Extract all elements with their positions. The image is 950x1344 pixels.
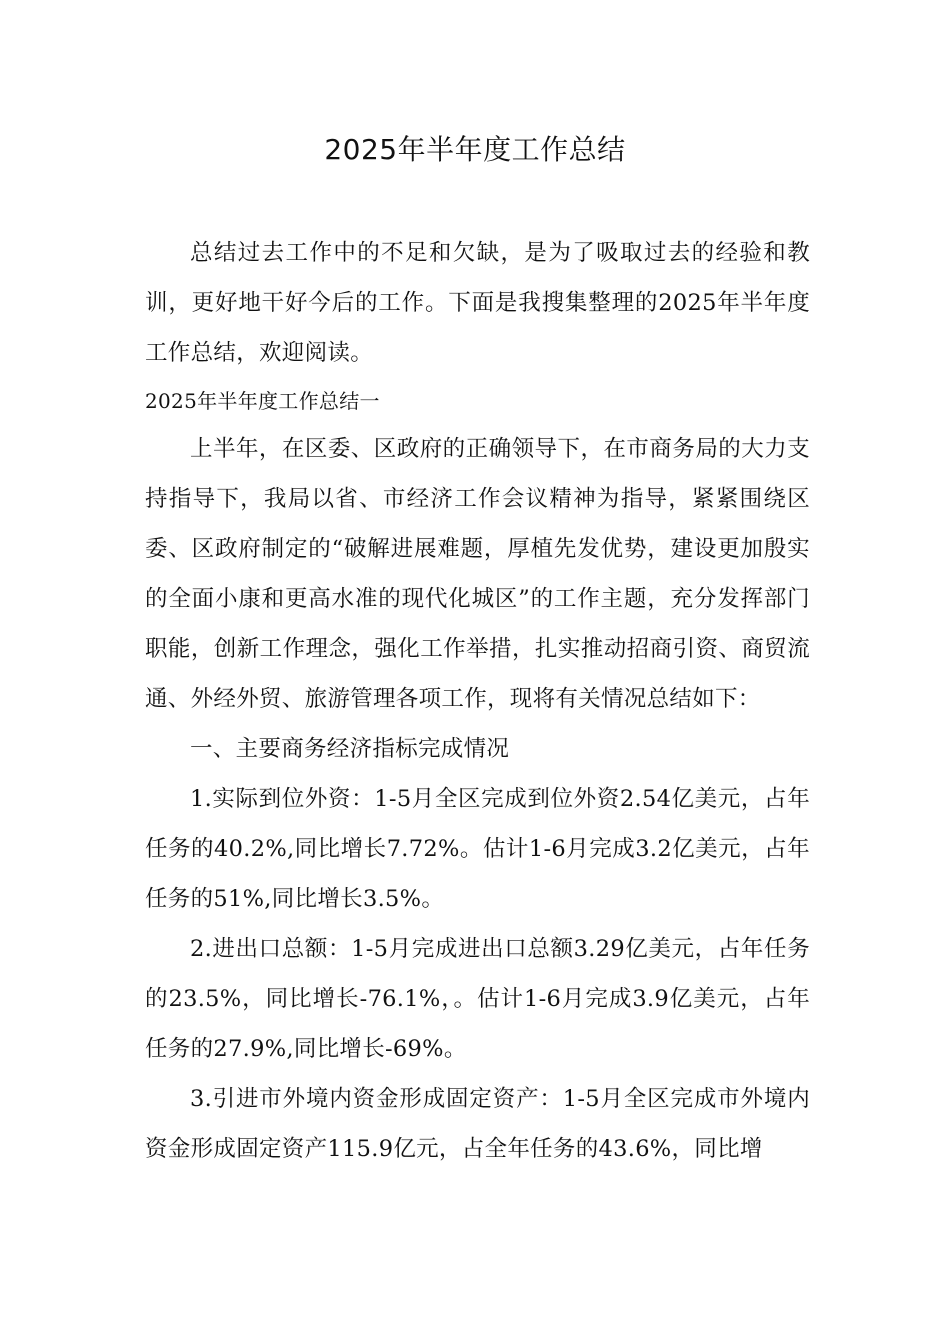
body-paragraph-1: 上半年，在区委、区政府的正确领导下，在市商务局的大力支持指导下，我局以省、市经济工作会议精神为指导，紧紧围绕区委、区政府制定的“破解进展难题，厚植先发优势，建设更加殷实的全面小康和更高水准的现代化城区”的工作主题，充分发挥部门职能，创新工作理念，强化工作举措，扎实推动招商引资、商贸流通、外经外贸、旅游管理各项工作，现将有关情况总结如下： [145,436,810,712]
indicator-item-3: 3.引进市外境内资金形成固定资产：1-5月全区完成市外境内资金形成固定资产115.9亿元，占全年任务的43.6%，同比增 [145,1086,810,1162]
indicator-item-1: 1.实际到位外资：1-5月全区完成到位外资2.54亿美元，占年任务的40.2%,同比增长7.72%。估计1-6月完成3.2亿美元，占年任务的51%,同比增长3.5%。 [145,786,810,912]
section-heading: 2025年半年度工作总结一 [145,389,380,413]
document-title: 2025年半年度工作总结 [324,133,626,166]
document-body [145,228,810,1174]
intro-paragraph: 总结过去工作中的不足和欠缺，是为了吸取过去的经验和教训，更好地干好今后的工作。下面是我搜集整理的2025年半年度工作总结，欢迎阅读。 [145,240,810,366]
indicator-heading: 一、主要商务经济指标完成情况 [190,736,510,762]
indicator-item-2: 2.进出口总额：1-5月完成进出口总额3.29亿美元，占年任务的23.5%，同比增长-76.1%，。估计1-6月完成3.9亿美元，占年任务的27.9%,同比增长-69%。 [145,936,810,1062]
